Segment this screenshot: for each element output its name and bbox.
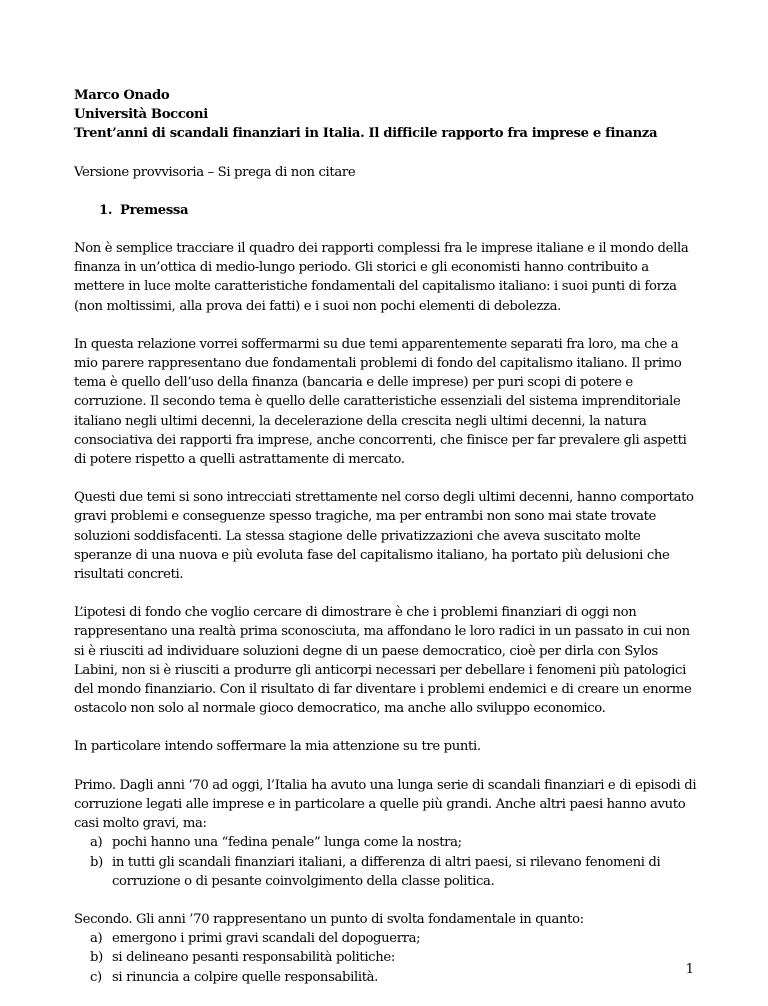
paragraph-3: Questi due temi si sono intrecciati strettamente nel corso degli ultimi decenni, hanno comportato gravi problemi e conseguenze spesso tragiche, ma per entrambi non sono mai state trovate soluzioni soddisfacenti. La stessa stagione delle privatizzazioni che aveva suscitato molte speranze di una nuova e più evoluta fase del capitalismo italiano, ha portato più delusioni che risultati concreti.: [74, 490, 694, 583]
paragraph-7: Secondo. Gli anni ’70 rappresentano un punto di svolta fondamentale in quanto:: [74, 911, 584, 927]
paragraph-5: In particolare intendo soffermare la mia attenzione su tre punti.: [74, 739, 481, 755]
document-header: [74, 86, 700, 144]
paragraph-4: L’ipotesi di fondo che voglio cercare di dimostrare è che i problemi finanziari di oggi non rappresentano una realtà prima sconosciuta, ma affondano le loro radici in un passato in cui non si è riusciti ad individuare soluzioni degne di un paese democratico, cioè per dirla con Sylos Labini, non si è riusciti a produrre gli anticorpi necessari per debellare i fenomeni più patologici del mondo finanziario. Con il risultato di far diventare i problemi endemici e di creare un enorme ostacolo non solo al normale gioco democratico, ma anche allo sviluppo economico.: [74, 605, 692, 717]
list-marker: a): [90, 835, 103, 851]
paragraph-2: In questa relazione vorrei soffermarmi su due temi apparentemente separati fra loro, ma che a mio parere rappresentano due fondamentali problemi di fondo del capitalismo italiano. Il primo tema è quello dell’uso della finanza (bancaria e delle imprese) per puri scopi di potere e corruzione. Il secondo tema è quello delle caratteristiche essenziali del sistema imprenditoriale italiano negli ultimi decenni, la decelerazione della crescita negli ultimi decenni, la natura consociativa dei rapporti fra imprese, anche concorrenti, che finisce per far prevalere gli aspetti di potere rispetto a quelli astrattamente di mercato.: [74, 336, 687, 468]
section-title: Premessa: [120, 202, 189, 218]
list-item: [74, 833, 700, 852]
section-number: 1.: [99, 202, 113, 218]
document-title: Trent’anni di scandali finanziari in Italia. Il difficile rapporto fra imprese e finanza: [74, 126, 658, 142]
document-page: [74, 86, 700, 1006]
list-item: [74, 948, 700, 967]
institution-name: Università Bocconi: [74, 107, 208, 123]
list-item-text: pochi hanno una “fedina penale” lunga come la nostra;: [112, 835, 462, 851]
list-marker: c): [90, 969, 102, 985]
section-heading: [74, 201, 700, 220]
paragraph-1: Non è semplice tracciare il quadro dei rapporti complessi fra le imprese italiane e il mondo della finanza in un’ottica di medio-lungo periodo. Gli storici e gli economisti hanno contribuito a mettere in luce molte caratteristiche fondamentali del capitalismo italiano: i suoi punti di forza (non moltissimi, alla prova dei fatti) e i suoi non pochi elementi di debolezza.: [74, 241, 689, 314]
list-item: [74, 968, 700, 987]
list-item-text: si delineano pesanti responsabilità politiche:: [112, 950, 395, 966]
list-item: [74, 853, 700, 891]
list-item-text: emergono i primi gravi scandali del dopoguerra;: [112, 931, 421, 947]
list-first-point: [74, 833, 700, 891]
list-marker: a): [90, 931, 103, 947]
list-marker: b): [90, 854, 103, 870]
draft-note: Versione provvisoria – Si prega di non citare: [74, 164, 356, 180]
paragraph-6: Primo. Dagli anni ’70 ad oggi, l’Italia ha avuto una lunga serie di scandali finanziari e di episodi di corruzione legati alle imprese e in particolare a quelle più grandi. Anche altri paesi hanno avuto casi molto gravi, ma:: [74, 777, 697, 832]
author-name: Marco Onado: [74, 88, 170, 103]
list-item: [74, 929, 700, 948]
list-item-text: in tutti gli scandali finanziari italiani, a differenza di altri paesi, si rilevano fenomeni di corruzione o di pesante coinvolgimento della classe politica.: [112, 854, 661, 889]
list-marker: b): [90, 950, 103, 966]
list-item-text: si rinuncia a colpire quelle responsabilità.: [112, 969, 378, 985]
list-second-point: [74, 929, 700, 987]
page-number: 1: [685, 962, 694, 977]
